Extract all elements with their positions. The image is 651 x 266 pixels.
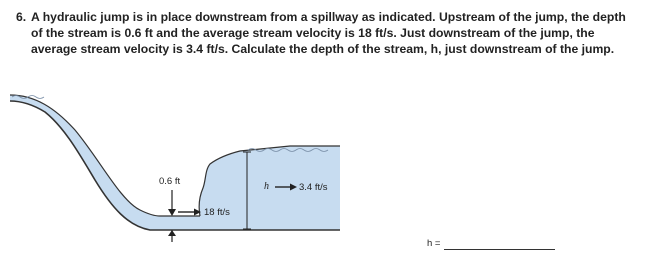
question-number: 6. (16, 10, 27, 24)
upstream-depth-arrowhead-top (168, 209, 176, 216)
downstream-velocity-label: 3.4 ft/s (299, 182, 328, 193)
question-line-1: A hydraulic jump is in place downstream from a spillway as indicated. Upstream of the jump, the depth (31, 10, 626, 24)
question-line-2: of the stream is 0.6 ft and the average stream velocity is 18 ft/s. Just downstream of the jump, the (31, 26, 595, 40)
upstream-depth-arrowhead-bottom (168, 230, 176, 236)
question-line-3: average stream velocity is 3.4 ft/s. Calculate the depth of the stream, h, just downstream of the jump. (31, 42, 615, 56)
upstream-depth-label: 0.6 ft (159, 176, 181, 187)
answer-blank[interactable] (444, 249, 555, 250)
upstream-velocity-label: 18 ft/s (204, 207, 230, 218)
answer-label: h = (427, 238, 441, 249)
downstream-depth-label: h (264, 181, 269, 192)
